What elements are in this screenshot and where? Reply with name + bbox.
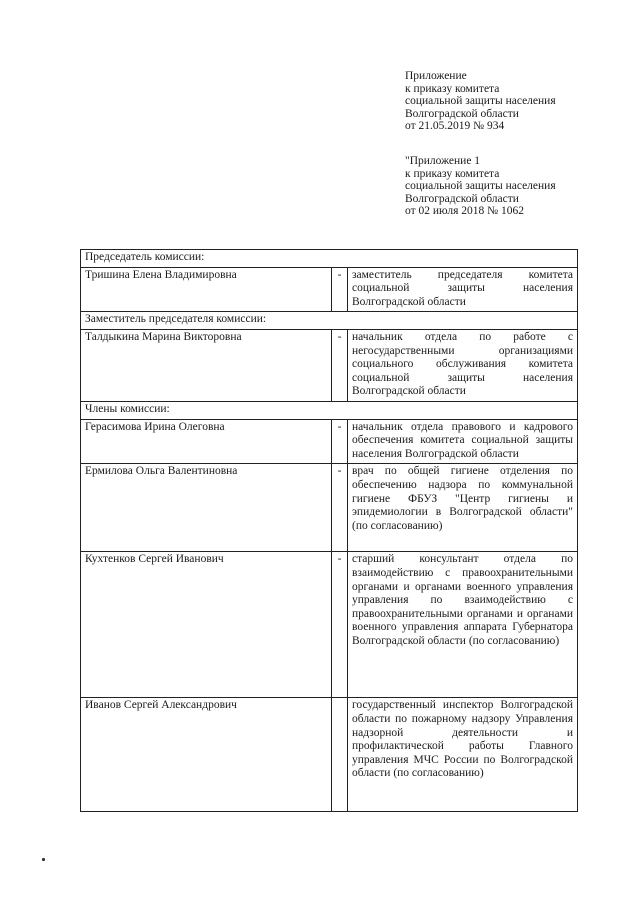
appendix-line: Волгоградской области — [405, 192, 519, 205]
member-position: старший консультант отдела по взаимодействию с правоохранительными органами и органами военного управления управления по взаимодействию с правоохранительными органами и органами военного управления аппарата Губернатора Волгоградской области (по согласованию) — [348, 552, 578, 698]
member-position: государственный инспектор Волгоградской области по пожарному надзору Управления надзорной деятельности и профилактической работы Главного управления МЧС России по Волгоградской области (по согласованию) — [348, 698, 578, 812]
member-position: врач по общей гигиене отделения по обеспечению надзора по коммунальной гигиене ФБУЗ "Центр гигиены и эпидемиологии в Волгоградской области" (по согласованию) — [348, 464, 578, 552]
member-name: Тришина Елена Владимировна — [81, 267, 332, 312]
dash-cell: - — [332, 419, 348, 464]
table-row — [81, 552, 578, 698]
deputy-heading: Заместитель председателя комиссии: — [81, 312, 578, 330]
appendix-line: социальной защиты населения — [405, 180, 556, 192]
appendix-header-original — [405, 155, 635, 218]
appendix-line: к приказу комитета — [405, 82, 500, 95]
member-name: Кухтенков Сергей Иванович — [81, 552, 332, 698]
chair-heading: Председатель комиссии: — [81, 250, 578, 268]
table-row — [81, 329, 578, 401]
member-position: начальник отдела по работе с негосударственными организациями социального обслуживания комитета социальной защиты населения Волгоградской области — [348, 329, 578, 401]
appendix-line: к приказу комитета — [405, 167, 500, 180]
appendix-header-current — [405, 70, 635, 133]
dash-cell: - — [332, 329, 348, 401]
table-row — [81, 464, 578, 552]
appendix-line: Приложение — [405, 70, 467, 82]
appendix-line: социальной защиты населения — [405, 95, 556, 107]
member-name: Ермилова Ольга Валентиновна — [81, 464, 332, 552]
section-row-deputy — [81, 312, 578, 330]
dash-cell: - — [332, 552, 348, 698]
member-name: Иванов Сергей Александрович — [81, 698, 332, 812]
appendix-line: Волгоградской области — [405, 107, 519, 120]
commission-table — [80, 249, 578, 812]
appendix-line: от 02 июля 2018 № 1062 — [405, 205, 524, 217]
dash-cell: - — [332, 267, 348, 312]
dash-cell — [332, 698, 348, 812]
appendix-line: "Приложение 1 — [405, 155, 481, 167]
dash-cell: - — [332, 464, 348, 552]
members-heading: Члены комиссии: — [81, 401, 578, 419]
table-row — [81, 698, 578, 812]
section-row-members — [81, 401, 578, 419]
member-name: Герасимова Ирина Олеговна — [81, 419, 332, 464]
member-position: заместитель председателя комитета социальной защиты населения Волгоградской области — [348, 267, 578, 312]
table-row — [81, 267, 578, 312]
scan-speck — [42, 858, 45, 861]
appendix-line: от 21.05.2019 № 934 — [405, 120, 505, 132]
member-name: Талдыкина Марина Викторовна — [81, 329, 332, 401]
member-position: начальник отдела правового и кадрового обеспечения комитета социальной защиты населения Волгоградской области — [348, 419, 578, 464]
table-row — [81, 419, 578, 464]
section-row-chair — [81, 250, 578, 268]
